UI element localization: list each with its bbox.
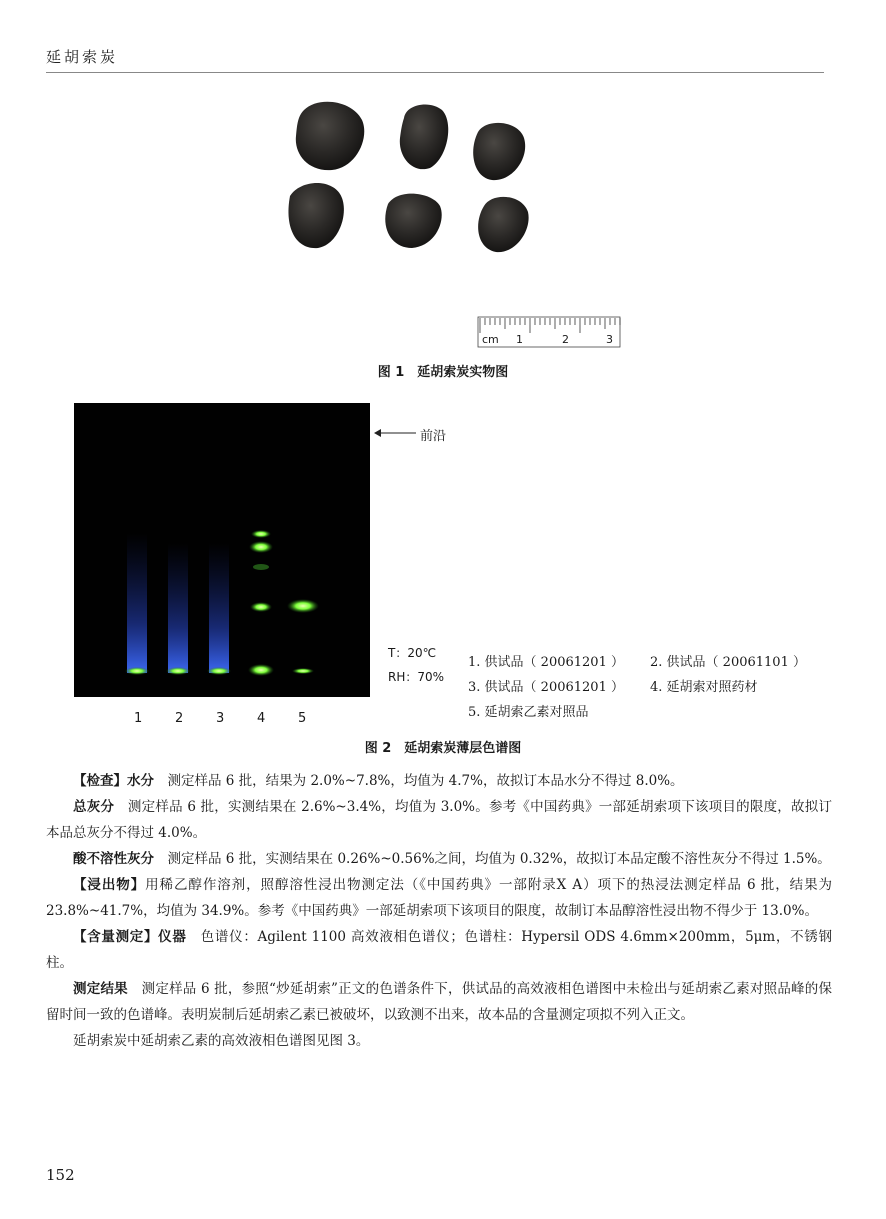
header-rule bbox=[46, 72, 824, 73]
lane-4-spot bbox=[250, 602, 272, 612]
paragraph-text: 测定样品 6 批，结果为 2.0%~7.8%，均值为 4.7%，故拟订本品水分不得过 8.0%。 bbox=[154, 773, 684, 789]
section-heading: 酸不溶性灰分 bbox=[73, 851, 154, 867]
lane-label: 4 bbox=[257, 711, 266, 726]
paragraph-text: 测定样品 6 批，实测结果在 0.26%~0.56%之间，均值为 0.32%，故拟订本品定酸不溶性灰分不得过 1.5%。 bbox=[154, 851, 831, 867]
section-heading: 【检查】水分 bbox=[73, 773, 154, 789]
section-heading: 总灰分 bbox=[73, 799, 115, 815]
paragraph-acid-ash bbox=[46, 846, 832, 872]
lane-1-smear bbox=[127, 533, 147, 673]
scale-ruler bbox=[472, 313, 624, 351]
paragraph-extract bbox=[46, 872, 832, 924]
paragraph-assay-instrument bbox=[46, 924, 832, 976]
figure2-caption: 图 2 延胡索炭薄层色谱图 bbox=[364, 741, 522, 756]
paragraph-text: 测定样品 6 批，参照“炒延胡索”正文的色谱条件下，供试品的高效液相色谱图中未检出与延胡索乙素对照品峰的保留时间一致的色谱峰。表明炭制后延胡索乙素已被破坏，以致测不出来，故本品的含量测定项拟不列入正文。 bbox=[46, 981, 833, 1023]
lane-3-smear bbox=[209, 543, 229, 673]
legend-item: 1. 供试品（ 20061201 ） bbox=[468, 655, 624, 670]
lane-2-smear bbox=[168, 543, 188, 673]
lane-label: 3 bbox=[216, 711, 225, 726]
legend-item: 4. 延胡索对照药材 bbox=[650, 680, 758, 695]
lane-2-spot bbox=[166, 667, 190, 675]
lane-label: 1 bbox=[134, 711, 143, 726]
charcoal-piece bbox=[296, 102, 364, 170]
paragraph-assay-result bbox=[46, 976, 832, 1028]
paragraph-total-ash bbox=[46, 794, 832, 846]
page-number: 152 bbox=[46, 1166, 75, 1184]
section-heading: 测定结果 bbox=[73, 981, 128, 997]
charcoal-piece bbox=[385, 194, 441, 248]
humidity-label: RH：70% bbox=[388, 670, 445, 684]
solvent-front-label: 前沿 bbox=[420, 429, 447, 444]
legend-item: 3. 供试品（ 20061201 ） bbox=[468, 680, 624, 695]
lane-4-spot bbox=[248, 664, 274, 676]
charcoal-piece bbox=[478, 197, 528, 252]
section-heading: 【浸出物】 bbox=[73, 877, 146, 893]
paragraph-text: 用稀乙醇作溶剂，照醇溶性浸出物测定法（《中国药典》一部附录Ⅹ A）项下的热浸法测定样品 6 批，结果为 23.8%~41.7%，均值为 34.9%。参考《中国药典》一部延胡索项下该项目的限度，故制订本品醇溶性浸出物不得少于 13.0%。 bbox=[46, 877, 832, 919]
paragraph-moisture bbox=[46, 768, 832, 794]
ruler-tick-label: 2 bbox=[562, 333, 569, 346]
charcoal-piece bbox=[288, 183, 343, 248]
ruler-unit: cm bbox=[482, 333, 499, 346]
legend-item: 2. 供试品（ 20061101 ） bbox=[650, 655, 806, 670]
paragraph-figure-ref bbox=[46, 1028, 832, 1054]
sample-photo bbox=[270, 88, 570, 274]
paragraph-text: 色谱仪：Agilent 1100 高效液相色谱仪；色谱柱：Hypersil ODS 4.6mm×200mm，5μm，不锈钢柱。 bbox=[46, 929, 833, 971]
paragraph-text: 测定样品 6 批，实测结果在 2.6%~3.4%，均值为 3.0%。参考《中国药典》一部延胡索项下该项目的限度，故拟订本品总灰分不得过 4.0%。 bbox=[46, 799, 832, 841]
temperature-label: T：20℃ bbox=[388, 646, 437, 660]
charcoal-piece bbox=[400, 104, 448, 169]
figure1-caption: 图 1 延胡索炭实物图 bbox=[377, 365, 509, 380]
charcoal-piece bbox=[473, 123, 525, 180]
lane-4-spot bbox=[249, 541, 273, 553]
body-text bbox=[46, 768, 832, 1054]
legend-item: 5. 延胡索乙素对照品 bbox=[468, 705, 589, 720]
paragraph-text: 延胡索炭中延胡索乙素的高效液相色谱图见图 3。 bbox=[73, 1033, 370, 1049]
lane-1-spot bbox=[125, 667, 149, 675]
lane-4-spot bbox=[253, 564, 269, 570]
tlc-plate bbox=[74, 403, 370, 697]
lane-label: 5 bbox=[298, 711, 307, 726]
lane-5-spot bbox=[292, 668, 314, 674]
lane-label: 2 bbox=[175, 711, 184, 726]
lane-4-spot bbox=[251, 530, 271, 538]
ruler-tick-label: 1 bbox=[516, 333, 523, 346]
lane-5-spot bbox=[287, 599, 319, 613]
lane-3-spot bbox=[207, 667, 231, 675]
ruler-tick-label: 3 bbox=[606, 333, 613, 346]
running-header: 延胡索炭 bbox=[46, 48, 119, 66]
section-heading: 【含量测定】仪器 bbox=[73, 929, 187, 945]
